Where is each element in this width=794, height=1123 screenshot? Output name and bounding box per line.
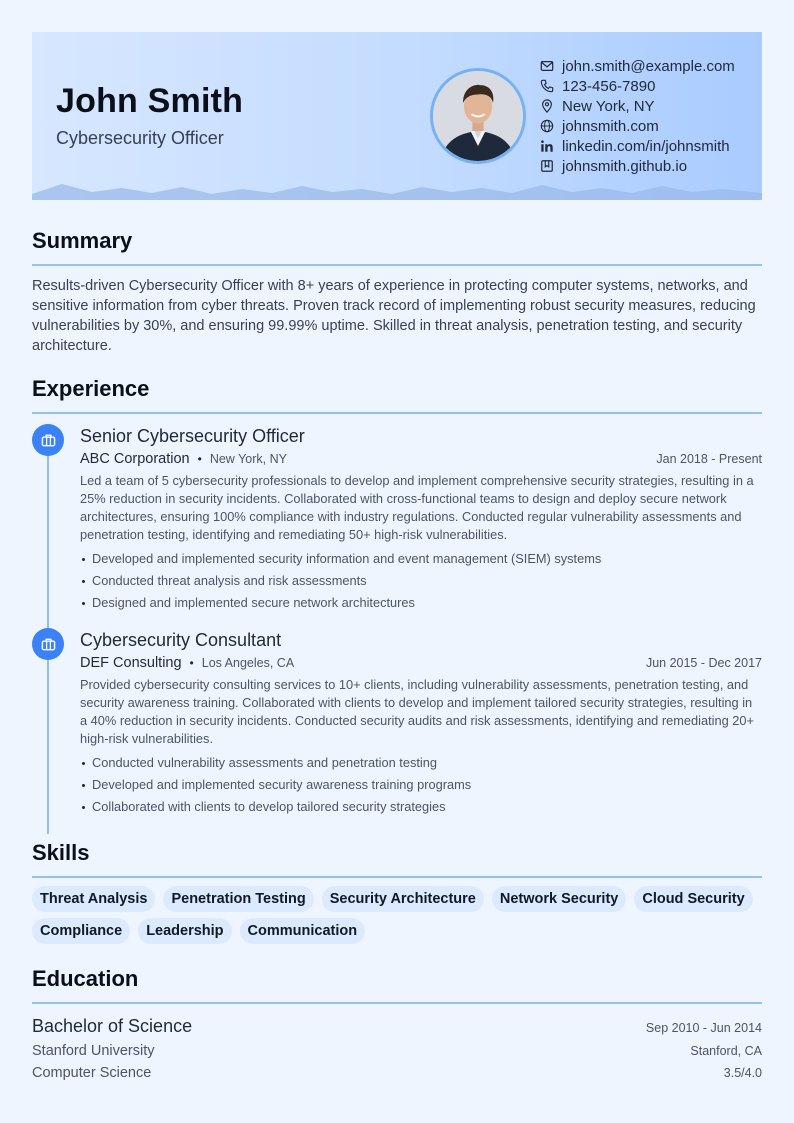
section-divider: [32, 264, 762, 266]
job-bullets: [80, 548, 762, 614]
mail-icon: [540, 59, 562, 73]
list-item: Developed and implemented security awareness training programs: [80, 774, 762, 796]
section-divider: [32, 876, 762, 878]
job-company: ABC Corporation: [80, 451, 190, 467]
skills-list: [32, 886, 762, 944]
skills-section: [32, 840, 762, 944]
education-row: [32, 1043, 762, 1059]
contact-phone-text: 123-456-7890: [562, 77, 656, 95]
phone-icon: [540, 79, 562, 93]
contact-website[interactable]: [540, 116, 735, 136]
education-location: Stanford, CA: [690, 1044, 762, 1058]
job-description: Provided cybersecurity consulting services to 10+ clients, including vulnerability assessments, penetration testing, and security awareness training. Collaborated with clients to develop and implement tailored security strategies, resulting in a 40% reduction in security incidents. Conducted security audits and risk assessments, identifying and remediating 20+ high-risk vulnerabilities.: [80, 677, 754, 746]
section-divider: [32, 412, 762, 414]
header-banner: [32, 32, 762, 200]
contact-location-text: New York, NY: [562, 97, 655, 115]
job-dates: Jan 2018 - Present: [656, 452, 762, 466]
education-field: Computer Science: [32, 1065, 152, 1081]
contact-email[interactable]: [540, 56, 735, 76]
map-pin-icon: [540, 99, 562, 113]
contact-email-text: john.smith@example.com: [562, 57, 735, 75]
experience-timeline: [32, 424, 762, 818]
contact-linkedin[interactable]: [540, 136, 735, 156]
education-row: [32, 1016, 762, 1037]
resume-page: [32, 32, 762, 1081]
skill-chip: Network Security: [492, 886, 626, 912]
profile-photo: [430, 68, 526, 164]
job-entry: [32, 424, 762, 614]
briefcase-icon: [32, 628, 64, 660]
list-item: Conducted vulnerability assessments and penetration testing: [80, 752, 762, 774]
job-title: Cybersecurity Consultant: [80, 630, 282, 650]
separator-dot-icon: •: [189, 656, 194, 670]
job-description: Led a team of 5 cybersecurity professionals to develop and implement comprehensive security strategies, resulting in a 25% reduction in security incidents. Collaborated with cross-functional teams to design and deploy secure network architectures, ensuring 100% compliance with industry regulations. Conducted regular vulnerability assessments and penetration testing, identifying and remediating 50+ high-risk vulnerabilities.: [80, 473, 754, 542]
experience-section: [32, 376, 762, 818]
job-location: New York, NY: [209, 452, 287, 466]
summary-heading: Summary: [32, 228, 133, 253]
skill-chip: Cloud Security: [634, 886, 752, 912]
skill-chip: Leadership: [138, 918, 231, 944]
education-entry: [32, 1016, 762, 1081]
skill-chip: Communication: [240, 918, 366, 944]
contact-list: [540, 56, 735, 176]
education-dates: Sep 2010 - Jun 2014: [645, 1021, 762, 1035]
contact-website-text: johnsmith.com: [562, 117, 659, 135]
education-gpa: 3.5/4.0: [723, 1066, 762, 1080]
candidate-title: Cybersecurity Officer: [56, 128, 224, 148]
skills-heading: Skills: [32, 840, 90, 865]
job-company: DEF Consulting: [80, 655, 182, 671]
job-meta: [80, 450, 762, 468]
skill-chip: Threat Analysis: [32, 886, 155, 912]
skill-chip: Compliance: [32, 918, 130, 944]
job-bullets: [80, 752, 762, 818]
job-title: Senior Cybersecurity Officer: [80, 426, 305, 446]
education-section: [32, 966, 762, 1081]
contact-phone[interactable]: [540, 76, 735, 96]
job-meta: [80, 654, 762, 672]
contact-github-text: johnsmith.github.io: [562, 157, 688, 175]
skill-chip: Security Architecture: [322, 886, 484, 912]
briefcase-icon: [32, 424, 64, 456]
candidate-name: John Smith: [56, 82, 244, 120]
separator-dot-icon: •: [197, 452, 202, 466]
summary-section: [32, 228, 762, 356]
list-item: Designed and implemented secure network architectures: [80, 592, 762, 614]
job-location: Los Angeles, CA: [201, 656, 295, 670]
education-school: Stanford University: [32, 1043, 155, 1059]
portfolio-icon: [540, 159, 562, 173]
list-item: Developed and implemented security information and event management (SIEM) systems: [80, 548, 762, 570]
mountain-decoration-icon: [32, 182, 762, 200]
contact-github[interactable]: [540, 156, 735, 176]
education-heading: Education: [32, 966, 139, 991]
education-row: [32, 1065, 762, 1081]
job-dates: Jun 2015 - Dec 2017: [645, 656, 762, 670]
linkedin-icon: [540, 139, 562, 153]
education-degree: Bachelor of Science: [32, 1016, 193, 1036]
list-item: Conducted threat analysis and risk assessments: [80, 570, 762, 592]
contact-location: [540, 96, 735, 116]
person-portrait-icon: [433, 71, 523, 161]
globe-icon: [540, 119, 562, 133]
summary-text: Results-driven Cybersecurity Officer with 8+ years of experience in protecting computer systems, networks, and sensitive information from cyber threats. Proven track record of implementing robust security measures, reducing vulnerabilities by 30%, and ensuring 99.99% uptime. Skilled in threat analysis, penetration testing, and security architecture.: [32, 278, 756, 354]
experience-heading: Experience: [32, 376, 150, 401]
job-entry: [32, 628, 762, 818]
section-divider: [32, 1002, 762, 1004]
list-item: Collaborated with clients to develop tailored security strategies: [80, 796, 762, 818]
skill-chip: Penetration Testing: [163, 886, 313, 912]
contact-linkedin-text: linkedin.com/in/johnsmith: [562, 137, 730, 155]
